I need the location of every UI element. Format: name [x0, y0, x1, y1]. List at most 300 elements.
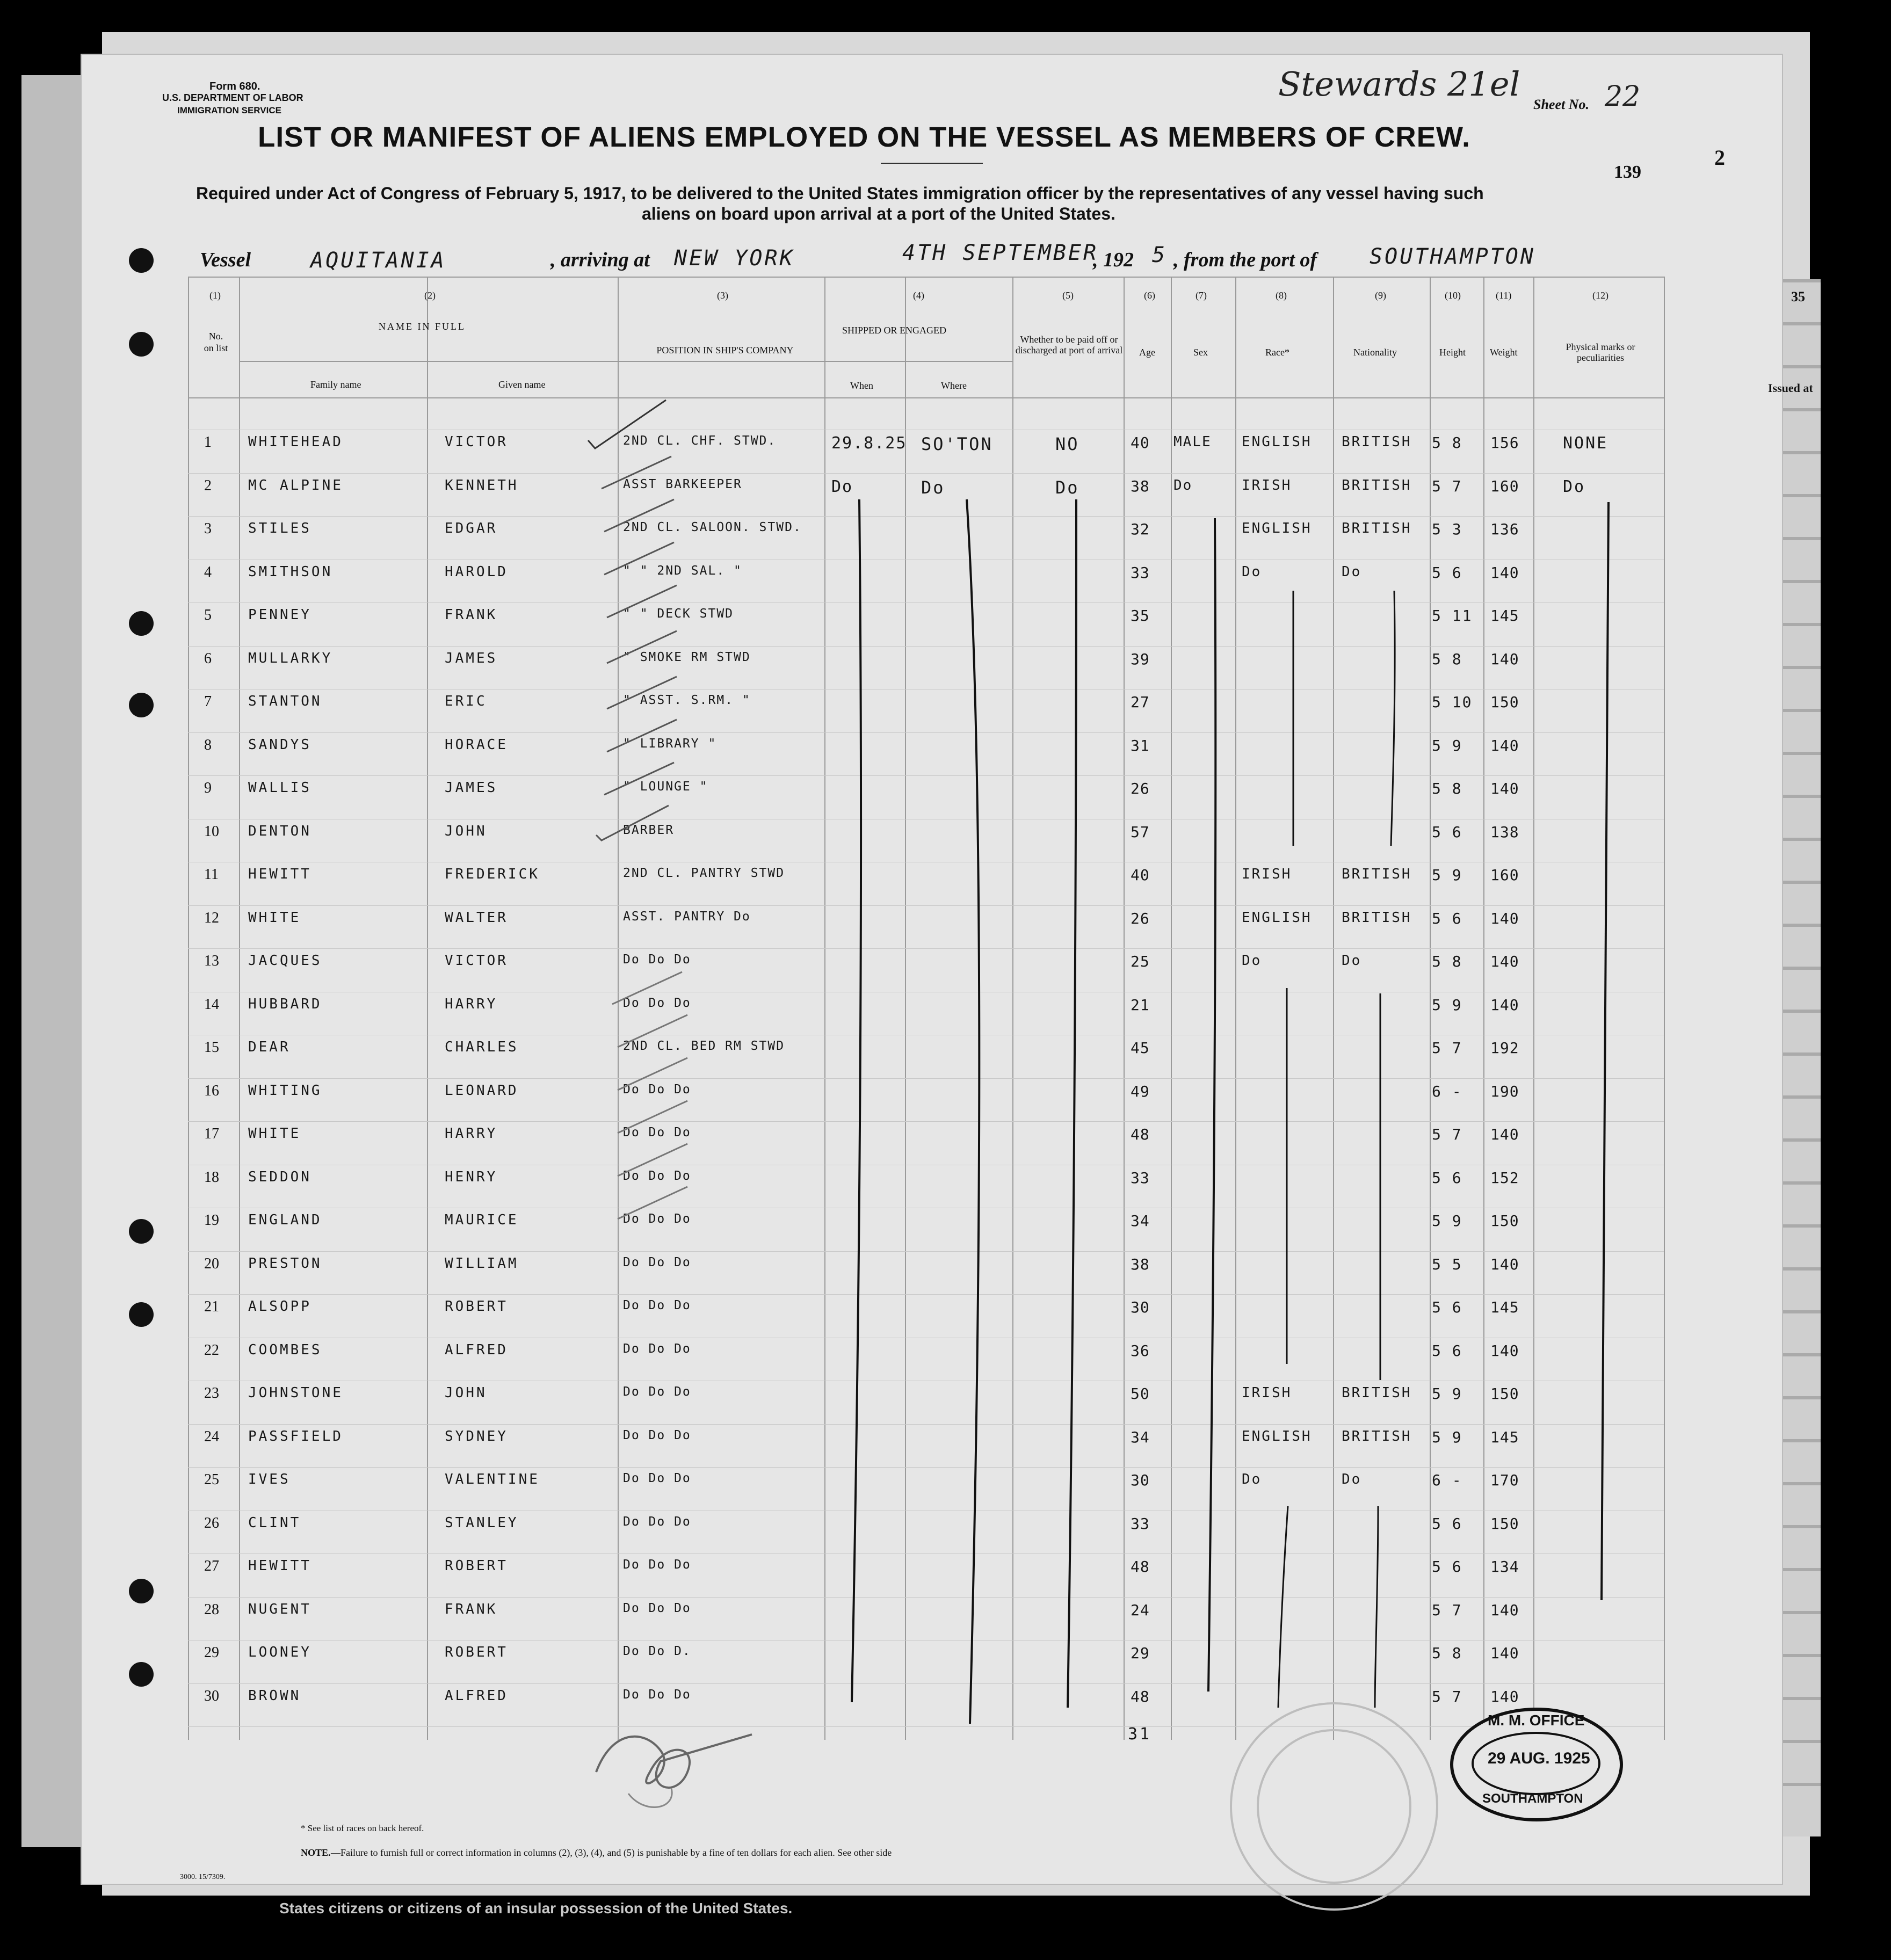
row-given: JAMES [445, 780, 498, 796]
signature-scribble [628, 1788, 672, 1807]
underlying-page-text: States citizens or citizens of an insular possession of the United States. [279, 1900, 793, 1917]
row-family: JOHNSTONE [248, 1385, 343, 1401]
row-height: 5 11 [1432, 607, 1473, 625]
row-weight: 170 [1490, 1471, 1519, 1489]
row-weight: 145 [1490, 1428, 1519, 1446]
note-label: NOTE. [301, 1847, 331, 1858]
row-given: JOHN [445, 823, 487, 839]
check-mark [596, 805, 669, 840]
row-paid: NO [1055, 434, 1079, 454]
row-age: 57 [1131, 823, 1150, 841]
arriving-label: , arriving at [550, 249, 650, 271]
check-mark [604, 763, 674, 795]
row-family: CLINT [248, 1514, 301, 1531]
row-age: 50 [1131, 1385, 1150, 1403]
col-shipped-header: SHIPPED OR ENGAGED [842, 325, 947, 336]
row-age: 30 [1131, 1471, 1150, 1489]
col-2-number: (2) [424, 290, 436, 301]
row-given: MAURICE [445, 1212, 519, 1228]
row-position: BARBER [623, 823, 675, 837]
row-position: Do Do D. [623, 1644, 691, 1658]
row-age: 34 [1131, 1212, 1150, 1230]
row-nationality: BRITISH [1342, 909, 1412, 926]
row-position: Do Do Do [623, 1082, 691, 1097]
row-no: 20 [204, 1255, 219, 1272]
row-no: 16 [204, 1082, 219, 1099]
row-no: 13 [204, 953, 219, 969]
row-no: 18 [204, 1168, 219, 1186]
row-weight: 140 [1490, 1255, 1519, 1273]
row-position: Do Do Do [623, 1514, 691, 1529]
row-weight: 140 [1490, 1687, 1519, 1705]
col-weight-header: Weight [1490, 347, 1518, 358]
row-position: " ASST. S.RM. " [623, 693, 751, 707]
row-family: DEAR [248, 1039, 291, 1055]
nat-ditto-line-a [1391, 591, 1395, 846]
row-no: 14 [204, 996, 219, 1013]
check-mark [618, 1058, 687, 1090]
row-height: 5 3 [1432, 520, 1462, 538]
row-height: 5 7 [1432, 477, 1462, 495]
row-weight: 150 [1490, 1385, 1519, 1403]
col-height-header: Height [1439, 347, 1466, 358]
row-family: MC ALPINE [248, 477, 343, 493]
row-family: WHITEHEAD [248, 434, 343, 450]
row-age: 36 [1131, 1341, 1150, 1360]
row-position: Do Do Do [623, 1601, 691, 1615]
row-age: 48 [1131, 1687, 1150, 1705]
row-position: Do Do Do [623, 996, 691, 1010]
vessel-label: Vessel [200, 249, 251, 271]
row-given: ERIC [445, 693, 487, 709]
row-weight: 145 [1490, 1298, 1519, 1316]
row-given: ROBERT [445, 1644, 508, 1660]
sheet-number: 22 [1605, 81, 1641, 113]
row-height: 5 8 [1432, 953, 1462, 970]
check-mark [607, 631, 677, 663]
check-mark [607, 677, 677, 709]
row-no: 23 [204, 1385, 219, 1402]
sex-ditto-line [1208, 518, 1215, 1692]
row-age: 21 [1131, 996, 1150, 1014]
subtitle-line-2: aliens on board upon arrival at a port of the United States. [642, 204, 1115, 223]
row-weight: 156 [1490, 434, 1519, 452]
row-height: 5 9 [1432, 1385, 1462, 1403]
check-mark [607, 720, 677, 752]
row-given: VALENTINE [445, 1471, 540, 1487]
row-nationality: BRITISH [1342, 434, 1412, 450]
row-age: 35 [1131, 607, 1150, 625]
row-weight: 138 [1490, 823, 1519, 841]
row-given: ALFRED [445, 1687, 508, 1704]
row-position: Do Do Do [623, 1255, 691, 1269]
col-6-number: (6) [1144, 290, 1155, 301]
row-no: 4 [204, 563, 212, 580]
row-position: 2ND CL. SALOON. STWD. [623, 520, 802, 534]
subtitle-line-1: Required under Act of Congress of February 5, 1917, to be delivered to the United States immigration officer by the representatives of any vessel having such [196, 184, 1484, 203]
row-where: SO'TON [921, 434, 993, 454]
row-age: 24 [1131, 1601, 1150, 1619]
row-no: 5 [204, 607, 212, 623]
nat-ditto-line-c [1375, 1506, 1378, 1708]
row-height: 5 6 [1432, 823, 1462, 841]
row-given: STANLEY [445, 1514, 519, 1531]
col-family-header: Family name [310, 379, 361, 390]
row-age: 38 [1131, 477, 1150, 495]
row-family: LOONEY [248, 1644, 311, 1660]
row-no: 19 [204, 1212, 219, 1229]
row-no: 9 [204, 780, 212, 796]
row-height: 5 10 [1432, 693, 1473, 711]
row-age: 40 [1131, 434, 1150, 452]
check-mark [618, 1101, 687, 1133]
row-weight: 192 [1490, 1039, 1519, 1057]
col-nationality-header: Nationality [1353, 347, 1397, 358]
age-total: 31 [1128, 1725, 1152, 1744]
row-no: 7 [204, 693, 212, 710]
row-height: 5 9 [1432, 736, 1462, 754]
row-given: ROBERT [445, 1298, 508, 1315]
row-age: 40 [1131, 866, 1150, 884]
row-family: STANTON [248, 693, 322, 709]
row-given: JOHN [445, 1385, 487, 1401]
row-weight: 160 [1490, 866, 1519, 884]
row-position: Do Do Do [623, 1212, 691, 1226]
check-mark [588, 400, 666, 448]
check-mark [602, 456, 671, 489]
row-given: WILLIAM [445, 1255, 519, 1272]
row-position: 2ND CL. PANTRY STWD [623, 866, 785, 880]
row-given: FRANK [445, 607, 498, 623]
row-age: 26 [1131, 780, 1150, 797]
row-family: WHITE [248, 1126, 301, 1142]
row-weight: 150 [1490, 1514, 1519, 1533]
col-11-number: (11) [1496, 290, 1512, 301]
row-age: 30 [1131, 1298, 1150, 1316]
arrival-date: 4TH SEPTEMBER [902, 241, 1099, 265]
stamp-line-3: SOUTHAMPTON [1482, 1791, 1583, 1806]
check-mark [612, 972, 682, 1004]
row-nationality: BRITISH [1342, 866, 1412, 882]
row-position: Do Do Do [623, 1168, 691, 1183]
row-nationality: BRITISH [1342, 477, 1412, 493]
col-position-header: POSITION IN SHIP'S COMPANY [656, 345, 794, 355]
check-mark [604, 499, 674, 532]
when-ditto-line [852, 499, 861, 1702]
col-8-number: (8) [1276, 290, 1287, 301]
row-race: ENGLISH [1242, 1428, 1312, 1444]
row-family: WHITE [248, 909, 301, 926]
row-position: Do Do Do [623, 1341, 691, 1356]
row-given: WALTER [445, 909, 508, 926]
row-race: IRISH [1242, 866, 1292, 882]
row-no: 2 [204, 477, 212, 494]
row-race: ENGLISH [1242, 909, 1312, 926]
row-given: HARRY [445, 1126, 498, 1142]
row-no: 21 [204, 1298, 219, 1315]
row-nationality: Do [1342, 563, 1362, 580]
row-age: 48 [1131, 1558, 1150, 1576]
race-ditto-line-c [1278, 1506, 1288, 1708]
stamp-date: 29 AUG. 1925 [1488, 1750, 1590, 1767]
print-code: 3000. 15/7309. [180, 1873, 226, 1881]
row-no: 28 [204, 1601, 219, 1618]
row-position: " SMOKE RM STWD [623, 650, 751, 664]
row-height: 5 9 [1432, 1212, 1462, 1230]
row-family: MULLARKY [248, 650, 333, 666]
row-position: Do Do Do [623, 1126, 691, 1139]
row-no: 11 [204, 866, 219, 883]
row-height: 5 6 [1432, 1514, 1462, 1533]
row-given: ROBERT [445, 1558, 508, 1574]
col-9-number: (9) [1375, 290, 1386, 301]
row-race: IRISH [1242, 1385, 1292, 1401]
row-family: WALLIS [248, 780, 311, 796]
row-family: COOMBES [248, 1341, 322, 1358]
row-family: PENNEY [248, 607, 311, 623]
row-given: HORACE [445, 736, 508, 753]
service-label: IMMIGRATION SERVICE [177, 105, 281, 115]
row-race: IRISH [1242, 477, 1292, 493]
row-weight: 152 [1490, 1168, 1519, 1187]
row-no: 30 [204, 1687, 219, 1704]
row-height: 5 7 [1432, 1687, 1462, 1705]
row-height: 5 8 [1432, 1644, 1462, 1662]
row-height: 6 - [1432, 1082, 1462, 1100]
row-race: Do [1242, 953, 1262, 969]
row-age: 27 [1131, 693, 1150, 711]
issued-label: Issued at [1768, 381, 1813, 395]
row-height: 5 9 [1432, 866, 1462, 884]
consulate-seal-inner [1257, 1729, 1411, 1884]
row-no: 27 [204, 1558, 219, 1574]
row-age: 33 [1131, 563, 1150, 582]
check-mark [618, 1144, 687, 1176]
row-family: WHITING [248, 1082, 322, 1099]
row-nationality: BRITISH [1342, 520, 1412, 536]
row-race: Do [1242, 1471, 1262, 1487]
row-marks: Do [1563, 477, 1586, 496]
check-mark [618, 1187, 687, 1219]
row-age: 34 [1131, 1428, 1150, 1446]
row-age: 38 [1131, 1255, 1150, 1273]
row-family: PRESTON [248, 1255, 322, 1272]
row-position: Do Do Do [623, 1428, 691, 1442]
col-3-number: (3) [717, 290, 728, 301]
check-mark [618, 1015, 687, 1047]
row-weight: 150 [1490, 693, 1519, 711]
row-age: 33 [1131, 1514, 1150, 1533]
row-given: LEONARD [445, 1082, 519, 1099]
marks-ditto-line [1602, 502, 1609, 1600]
row-position: Do Do Do [623, 1385, 691, 1399]
row-race: Do [1242, 563, 1262, 580]
row-height: 6 - [1432, 1471, 1462, 1489]
col-when-header: When [850, 380, 873, 391]
row-family: STILES [248, 520, 311, 536]
race-footnote: * See list of races on back hereof. [301, 1823, 424, 1833]
row-given: VICTOR [445, 434, 508, 450]
col-12-number: (12) [1592, 290, 1609, 301]
row-age: 48 [1131, 1126, 1150, 1143]
row-given: EDGAR [445, 520, 498, 536]
row-weight: 150 [1490, 1212, 1519, 1230]
col-5-number: (5) [1062, 290, 1074, 301]
row-given: SYDNEY [445, 1428, 508, 1444]
row-weight: 140 [1490, 996, 1519, 1014]
row-weight: 145 [1490, 607, 1519, 625]
row-no: 29 [204, 1644, 219, 1661]
row-family: HEWITT [248, 866, 311, 882]
row-given: HAROLD [445, 563, 508, 580]
row-age: 32 [1131, 520, 1150, 538]
row-weight: 140 [1490, 650, 1519, 668]
row-family: SANDYS [248, 736, 311, 753]
col-sex-header: Sex [1193, 347, 1208, 358]
row-age: 45 [1131, 1039, 1150, 1057]
row-no: 22 [204, 1341, 219, 1359]
note-text: —Failure to furnish full or correct information in columns (2), (3), (4), and (5) is punishable by a fine of ten dollars for each alien. See other side [331, 1847, 892, 1858]
check-mark [607, 585, 677, 618]
row-position: ASST BARKEEPER [623, 477, 742, 491]
signature-scribble [596, 1734, 752, 1788]
row-position: 2ND CL. BED RM STWD [623, 1039, 785, 1053]
row-weight: 140 [1490, 953, 1519, 970]
row-when: 29.8.25 [831, 434, 907, 453]
row-family: IVES [248, 1471, 291, 1487]
row-family: SEDDON [248, 1168, 311, 1185]
row-height: 5 6 [1432, 909, 1462, 927]
col-race-header: Race* [1265, 347, 1289, 358]
row-no: 3 [204, 520, 212, 537]
sheet-label: Sheet No. [1533, 97, 1589, 112]
col-where-header: Where [941, 380, 967, 391]
vessel-name: AQUITANIA [310, 248, 446, 273]
where-ditto-line [967, 499, 979, 1724]
row-marks: NONE [1563, 434, 1609, 453]
row-position: Do Do Do [623, 953, 691, 967]
row-height: 5 8 [1432, 434, 1462, 452]
row-no: 26 [204, 1514, 219, 1531]
row-given: FREDERICK [445, 866, 540, 882]
row-age: 26 [1131, 909, 1150, 927]
row-height: 5 9 [1432, 1428, 1462, 1446]
row-weight: 140 [1490, 909, 1519, 927]
year-digit: 5 [1152, 243, 1168, 267]
row-no: 10 [204, 823, 219, 840]
row-position: Do Do Do [623, 1298, 691, 1312]
row-height: 5 6 [1432, 1341, 1462, 1360]
row-weight: 160 [1490, 477, 1519, 495]
row-weight: 190 [1490, 1082, 1519, 1100]
row-no: 17 [204, 1126, 219, 1142]
row-family: DENTON [248, 823, 311, 839]
row-sex: Do [1173, 477, 1193, 493]
row-family: SMITHSON [248, 563, 333, 580]
col-10-number: (10) [1445, 290, 1461, 301]
arrival-port: NEW YORK [674, 246, 795, 271]
row-when: Do [831, 477, 853, 496]
row-weight: 140 [1490, 1644, 1519, 1662]
row-given: ALFRED [445, 1341, 508, 1358]
col-4-number: (4) [913, 290, 924, 301]
row-family: ENGLAND [248, 1212, 322, 1228]
col-7-number: (7) [1196, 290, 1207, 301]
row-nationality: BRITISH [1342, 1385, 1412, 1401]
row-weight: 140 [1490, 1126, 1519, 1143]
col-age-header: Age [1139, 347, 1155, 358]
row-paid: Do [1055, 477, 1079, 498]
row-position: " " 2ND SAL. " [623, 563, 742, 578]
row-weight: 140 [1490, 1341, 1519, 1360]
row-height: 5 7 [1432, 1126, 1462, 1143]
col-name-header: NAME IN FULL [379, 321, 466, 332]
row-given: HARRY [445, 996, 498, 1012]
col-marks-header: Physical marks or peculiarities [1566, 342, 1635, 363]
row-height: 5 6 [1432, 563, 1462, 582]
row-height: 5 6 [1432, 1558, 1462, 1576]
col-1-number: (1) [209, 290, 221, 301]
stamp-line-1: M. M. OFFICE [1488, 1712, 1585, 1729]
row-no: 1 [204, 434, 212, 451]
row-race: ENGLISH [1242, 520, 1312, 536]
col-no-header: No. on list [204, 331, 228, 353]
row-nationality: Do [1342, 953, 1362, 969]
row-family: HEWITT [248, 1558, 311, 1574]
row-family: HUBBARD [248, 996, 322, 1012]
row-height: 5 5 [1432, 1255, 1462, 1273]
check-mark [604, 542, 674, 575]
row-weight: 140 [1490, 736, 1519, 754]
row-position: ASST. PANTRY Do [623, 909, 751, 924]
stewards-note: Stewards 21el [1278, 64, 1520, 104]
row-no: 25 [204, 1471, 219, 1488]
row-age: 39 [1131, 650, 1150, 668]
col-given-header: Given name [498, 379, 546, 390]
row-age: 33 [1131, 1168, 1150, 1187]
row-no: 6 [204, 650, 212, 667]
row-weight: 140 [1490, 1601, 1519, 1619]
row-weight: 140 [1490, 780, 1519, 797]
row-no: 24 [204, 1428, 219, 1445]
row-position: " LIBRARY " [623, 736, 717, 751]
row-position: 2ND CL. CHF. STWD. [623, 434, 777, 448]
row-given: HENRY [445, 1168, 498, 1185]
row-weight: 140 [1490, 563, 1519, 582]
row-height: 5 7 [1432, 1039, 1462, 1057]
row-height: 5 8 [1432, 650, 1462, 668]
col-paid-header: Whether to be paid off or discharged at port of arrival [1015, 334, 1123, 355]
row-height: 5 7 [1432, 1601, 1462, 1619]
row-height: 5 9 [1432, 996, 1462, 1014]
margin-35: 35 [1791, 289, 1805, 304]
row-height: 5 8 [1432, 780, 1462, 797]
row-position: " " DECK STWD [623, 607, 734, 621]
row-no: 8 [204, 736, 212, 753]
row-no: 15 [204, 1039, 219, 1056]
margin-number: 2 [1714, 146, 1725, 170]
row-given: KENNETH [445, 477, 519, 493]
row-sex: MALE [1173, 434, 1212, 450]
department-label: U.S. DEPARTMENT OF LABOR [162, 92, 303, 103]
row-position: " LOUNGE " [623, 780, 708, 794]
row-family: ALSOPP [248, 1298, 311, 1315]
row-given: CHARLES [445, 1039, 519, 1055]
row-height: 5 6 [1432, 1298, 1462, 1316]
year-label: , 192 [1093, 249, 1134, 271]
row-nationality: BRITISH [1342, 1428, 1412, 1444]
row-nationality: Do [1342, 1471, 1362, 1487]
